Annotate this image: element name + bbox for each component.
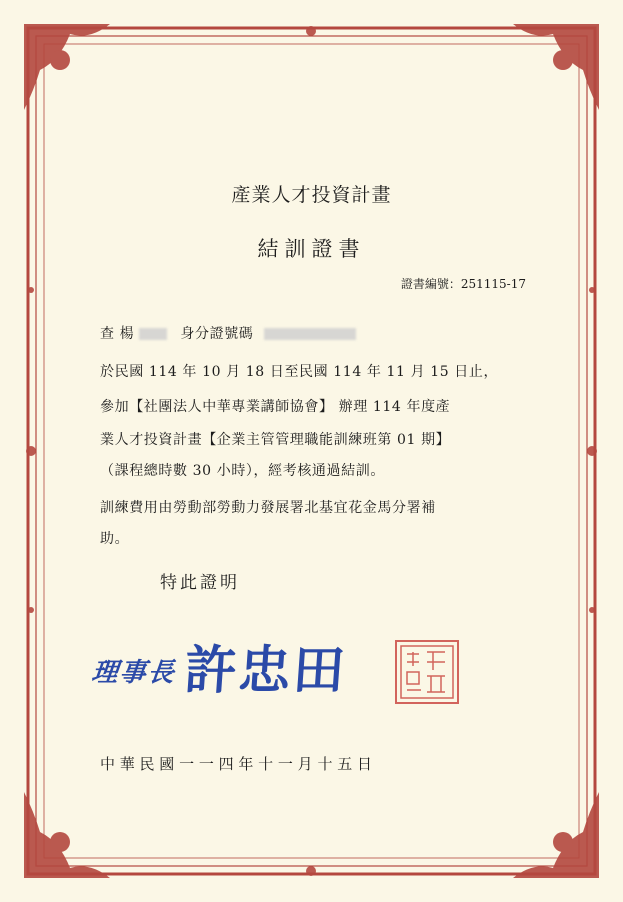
signature-title: 理事長 (90, 658, 178, 688)
certificate-number: 證書編號：251115-17 (400, 277, 526, 291)
closing-text: 特此證明 (160, 573, 240, 593)
signature-name: 許忠田 (182, 640, 349, 701)
body-line-4: （課程總時數 30 小時），經考核通過結訓。 (100, 463, 385, 479)
corner-ornament-top-left (24, 24, 110, 110)
seal-icon (397, 642, 457, 702)
official-seal (395, 640, 459, 704)
corner-ornament-bottom-right (513, 792, 599, 878)
certificate-title: 結訓證書 (257, 237, 366, 261)
corner-ornament-bottom-left (24, 792, 110, 878)
redacted-name (139, 328, 167, 340)
program-title: 產業人才投資計畫 (231, 184, 392, 206)
holder-name: 查 楊 (100, 326, 135, 342)
body-line-1: 於民國 114 年 10 月 18 日至民國 114 年 11 月 15 日止， (100, 364, 499, 380)
issue-date: 中 華 民 國 一 一 四 年 十 一 月 十 五 日 (100, 755, 372, 773)
body-line-6: 助。 (100, 531, 130, 547)
holder-line (100, 323, 356, 343)
redacted-id (264, 328, 356, 340)
body-line-3: 業人才投資計畫【企業主管管理職能訓練班第 01 期】 (100, 432, 451, 448)
body-line-2: 參加【社團法人中華專業講師協會】 辦理 114 年度產 (100, 399, 451, 415)
body-line-5: 訓練費用由勞動部勞動力發展署北基宜花金馬分署補 (100, 500, 436, 516)
corner-ornament-top-right (513, 24, 599, 110)
id-label: 身分證號碼 (180, 326, 254, 342)
